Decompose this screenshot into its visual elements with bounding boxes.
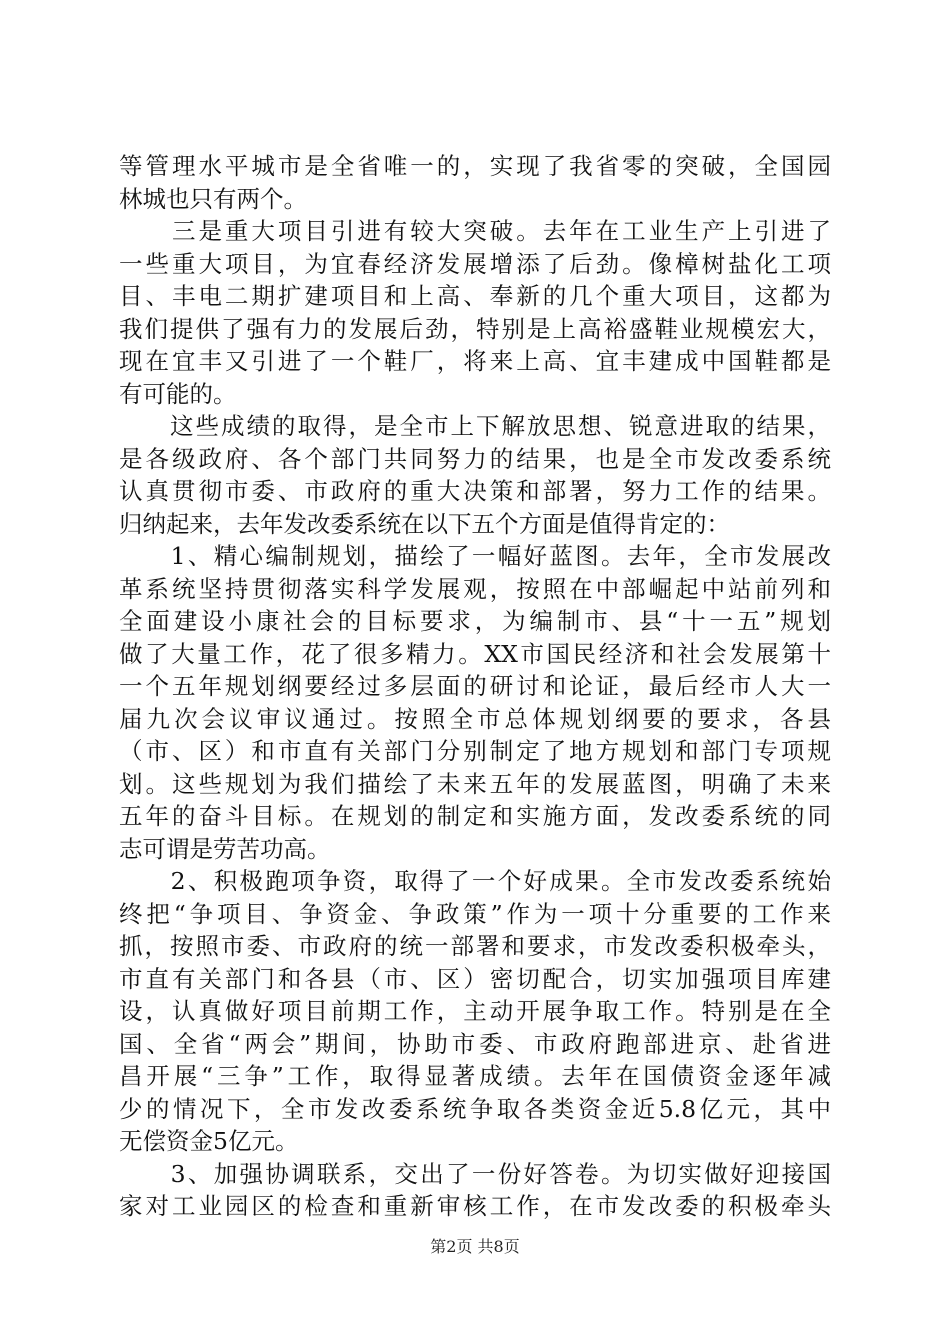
text-line: 志可谓是劳苦功高。: [119, 834, 331, 863]
text-line: 做了大量工作，花了很多精力。XX市国民经济和社会发展第十: [119, 639, 831, 668]
text-line: 三是重大项目引进有较大突破。去年在工业生产上引进了: [119, 217, 831, 245]
text-line: 家对工业园区的检查和重新审核工作，在市发改委的积极牵头: [119, 1192, 831, 1220]
text-line: 昌开展“三争”工作，取得显著成绩。去年在国债资金逐年减: [119, 1062, 831, 1090]
text-line: 1、精心编制规划，描绘了一幅好蓝图。去年，全市发展改: [119, 542, 831, 570]
page-footer: 第2页 共8页: [430, 1237, 520, 1256]
text-line: （市、区）和市直有关部门分别制定了地方规划和部门专项规: [119, 737, 831, 765]
text-line: 市直有关部门和各县（市、区）密切配合，切实加强项目库建: [119, 964, 831, 993]
text-line: 终把“争项目、争资金、争政策”作为一项十分重要的工作来: [119, 899, 831, 928]
text-line: 届九次会议审议通过。按照全市总体规划纲要的要求，各县: [119, 704, 831, 733]
text-line: 林城也只有两个。: [119, 184, 307, 213]
text-line: 划。这些规划为我们描绘了未来五年的发展蓝图，明确了未来: [119, 769, 831, 798]
text-line: 我们提供了强有力的发展后劲，特别是上高裕盛鞋业规模宏大，: [119, 314, 831, 343]
text-line: 是各级政府、各个部门共同努力的结果，也是全市发改委系统: [119, 444, 831, 473]
text-line: 全面建设小康社会的目标要求，为编制市、县“十一五”规划: [119, 607, 831, 635]
text-line: 这些成绩的取得，是全市上下解放思想、锐意进取的结果，: [119, 412, 831, 440]
text-line: 目、丰电二期扩建项目和上高、奉新的几个重大项目，这都为: [119, 282, 831, 310]
body-text: [119, 150, 831, 1223]
text-line: 有可能的。: [119, 379, 237, 408]
text-line: 国、全省“两会”期间，协助市委、市政府跑部进京、赴省进: [119, 1029, 831, 1058]
text-line: 无偿资金5亿元。: [119, 1127, 299, 1155]
text-line: 认真贯彻市委、市政府的重大决策和部署，努力工作的结果。: [119, 477, 831, 505]
text-line: 少的情况下，全市发改委系统争取各类资金近5.8亿元，其中: [119, 1094, 831, 1123]
text-line: 五年的奋斗目标。在规划的制定和实施方面，发改委系统的同: [119, 802, 831, 830]
text-line: 设，认真做好项目前期工作，主动开展争取工作。特别是在全: [119, 997, 831, 1025]
text-line: 2、积极跑项争资，取得了一个好成果。全市发改委系统始: [119, 867, 831, 895]
text-line: 等管理水平城市是全省唯一的，实现了我省零的突破，全国园: [119, 152, 831, 180]
text-line: 一个五年规划纲要经过多层面的研讨和论证，最后经市人大一: [119, 672, 831, 700]
text-line: 3、加强协调联系，交出了一份好答卷。为切实做好迎接国: [119, 1159, 831, 1188]
text-line: 一些重大项目，为宜春经济发展增添了后劲。像樟树盐化工项: [119, 249, 831, 278]
text-line: 抓，按照市委、市政府的统一部署和要求，市发改委积极牵头，: [119, 932, 831, 960]
text-line: 革系统坚持贯彻落实科学发展观，按照在中部崛起中站前列和: [119, 574, 831, 603]
text-line: 归纳起来，去年发改委系统在以下五个方面是值得肯定的：: [119, 509, 730, 538]
text-line: 现在宜丰又引进了一个鞋厂，将来上高、宜丰建成中国鞋都是: [119, 347, 831, 375]
